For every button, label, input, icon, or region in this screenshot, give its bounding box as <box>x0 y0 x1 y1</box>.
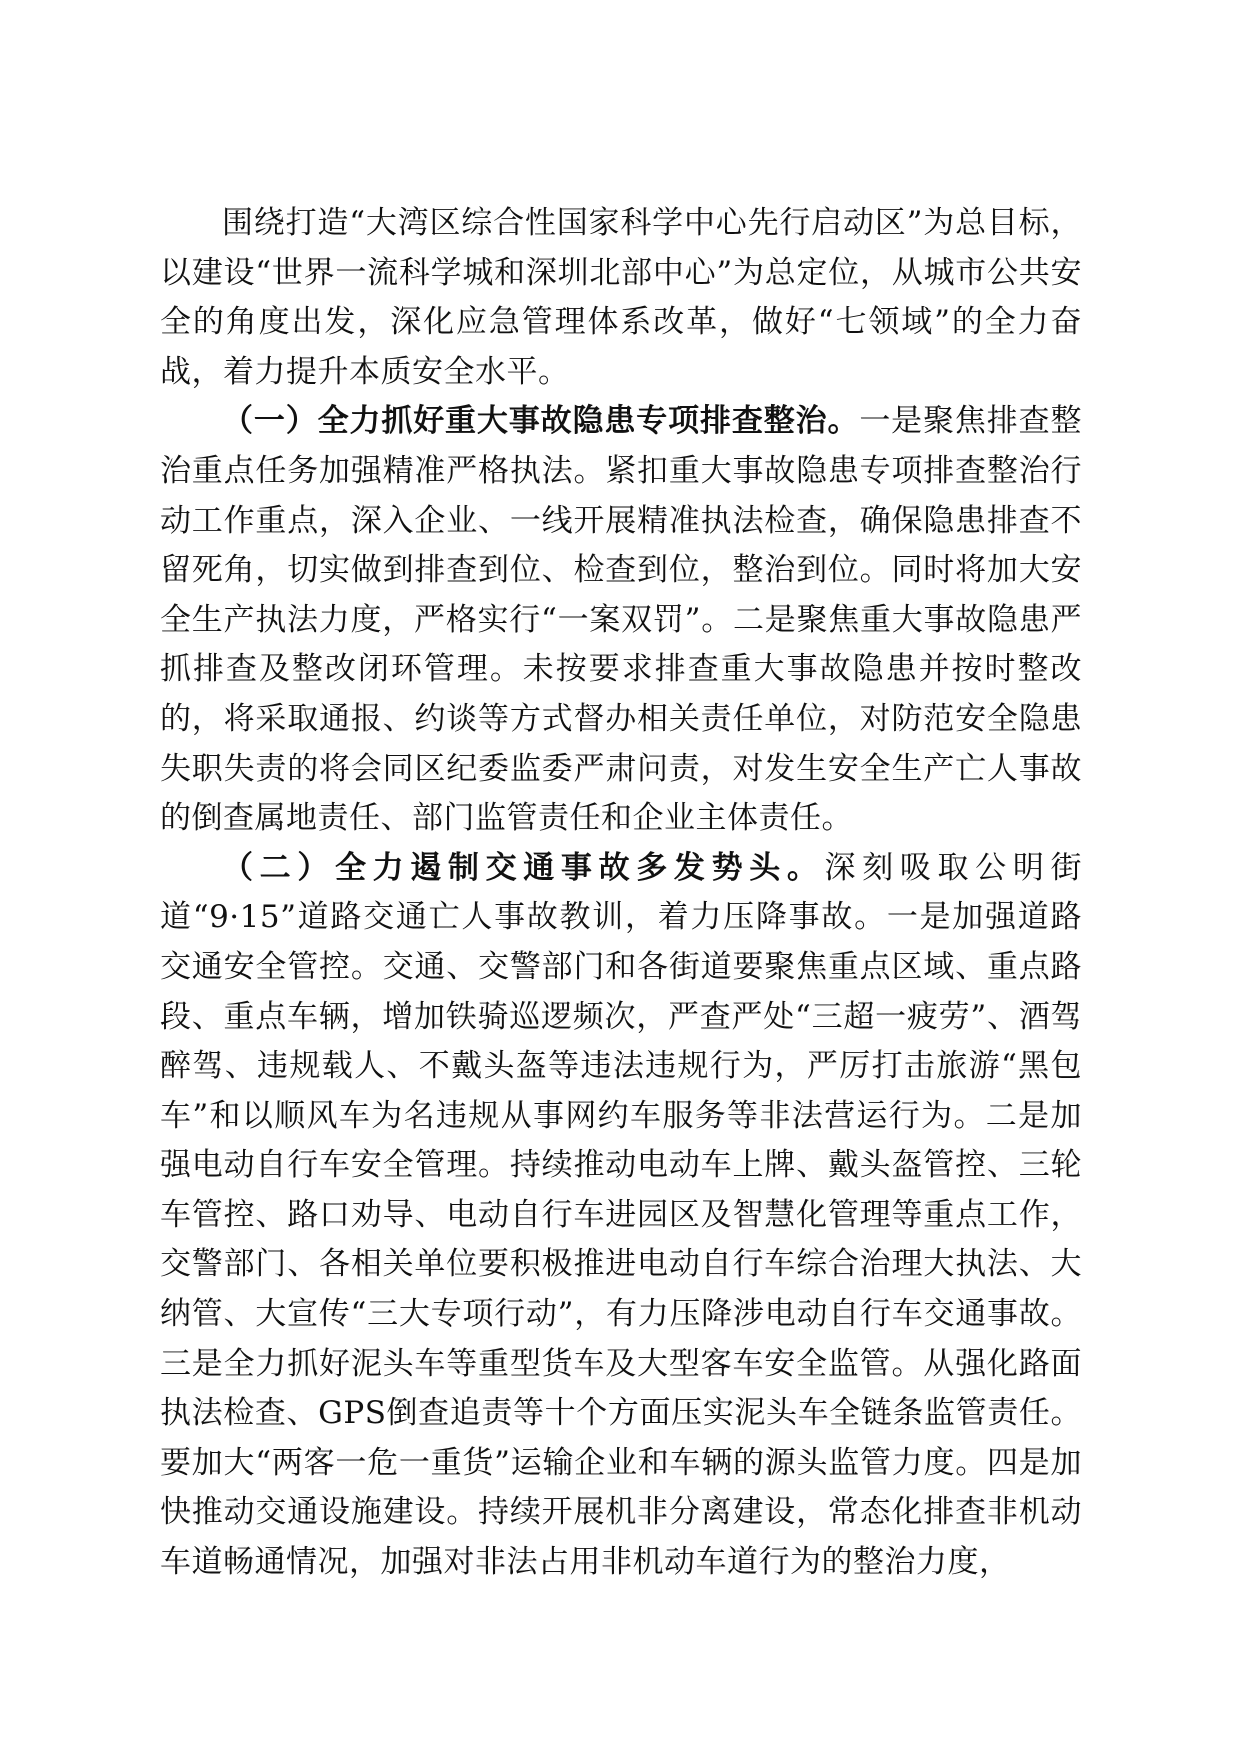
section-2-paragraph <box>160 844 1082 1588</box>
document-body <box>160 199 1082 1588</box>
paragraph-text: 围绕打造“大湾区综合性国家科学中心先行启动区”为总目标，以建设“世界一流科学城和深圳北部中心”为总定位，从城市公共安全的角度出发，深化应急管理体系改革，做好“七领域”的全力奋战，着力提升本质安全水平。 <box>160 205 1082 390</box>
section-1-paragraph <box>160 397 1082 843</box>
section-1-heading: （一）全力抓好重大事故隐患专项排查整治。 <box>222 403 860 440</box>
section-1-text: 一是聚焦排查整治重点任务加强精准严格执法。紧扣重大事故隐患专项排查整治行动工作重点，深入企业、一线开展精准执法检查，确保隐患排查不留死角，切实做到排查到位、检查到位，整治到位。同时将加大安全生产执法力度，严格实行“一案双罚”。二是聚焦重大事故隐患严抓排查及整改闭环管理。未按要求排查重大事故隐患并按时整改的，将采取通报、约谈等方式督办相关责任单位，对防范安全隐患失职失责的将会同区纪委监委严肃问责，对发生安全生产亡人事故的倒查属地责任、部门监管责任和企业主体责任。 <box>160 403 1083 837</box>
section-2-text: 深刻吸取公明街道“9·15”道路交通亡人事故教训，着力压降事故。一是加强道路交通安全管控。交通、交警部门和各街道要聚焦重点区域、重点路段、重点车辆，增加铁骑巡逻频次，严查严处“三超一疲劳”、酒驾醉驾、违规载人、不戴头盔等违法违规行为，严厉打击旅游“黑包车”和以顺风车为名违规从事网约车服务等非法营运行为。二是加强电动自行车安全管理。持续推动电动车上牌、戴头盔管控、三轮车管控、路口劝导、电动自行车进园区及智慧化管理等重点工作，交警部门、各相关单位要积极推进电动自行车综合治理大执法、大纳管、大宣传“三大专项行动”，有力压降涉电动自行车交通事故。三是全力抓好泥头车等重型货车及大型客车安全监管。从强化路面执法检查、GPS倒查追责等十个方面压实泥头车全链条监管责任。要加大“两客一危一重货”运输企业和车辆的源头监管力度。四是加快推动交通设施建设。持续开展机非分离建设，常态化排查非机动车道畅通情况，加强对非法占用非机动车道行为的整治力度， <box>160 849 1083 1581</box>
intro-paragraph <box>160 199 1082 397</box>
section-2-heading: （二）全力遏制交通事故多发势头。 <box>222 849 825 886</box>
